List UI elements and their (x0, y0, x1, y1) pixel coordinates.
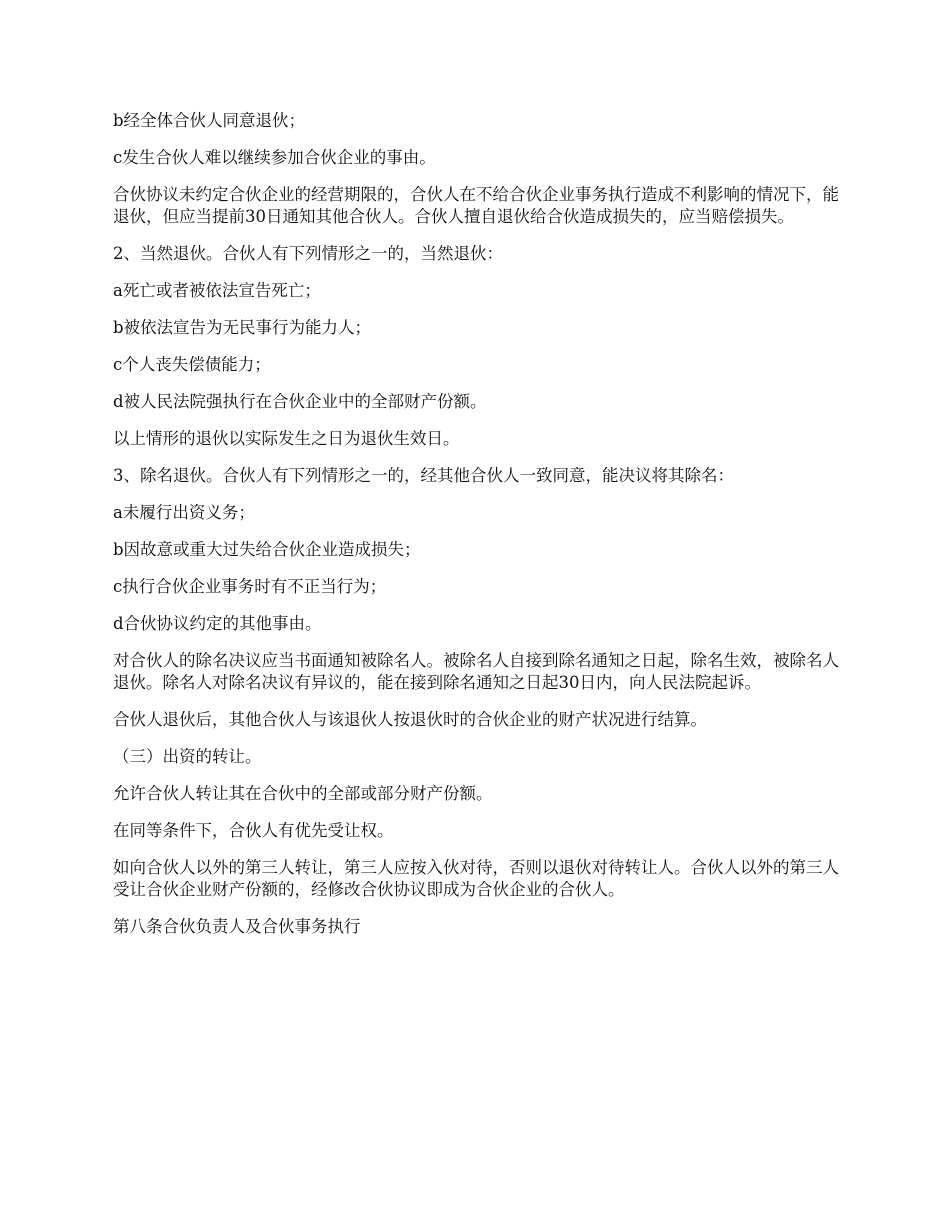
paragraph: c发生合伙人难以继续参加合伙企业的事由。 (113, 148, 436, 167)
paragraph: a死亡或者被依法宣告死亡； (113, 281, 321, 300)
section-heading: 第八条合伙负责人及合伙事务执行 (113, 917, 361, 936)
paragraph: d合伙协议约定的其他事由。 (113, 614, 322, 633)
paragraph: d被人民法院强执行在合伙企业中的全部财产份额。 (113, 392, 487, 411)
paragraph: b经全体合伙人同意退伙； (113, 111, 306, 130)
paragraph: b被依法宣告为无民事行为能力人； (113, 318, 372, 337)
paragraph: 如向合伙人以外的第三人转让，第三人应按入伙对待，否则以退伙对待转让人。合伙人以外的第三人受让合伙企业财产份额的，经修改合伙协议即成为合伙企业的合伙人。 (113, 858, 839, 899)
paragraph: 3、除名退伙。合伙人有下列情形之一的，经其他合伙人一致同意，能决议将其除名： (113, 466, 734, 485)
paragraph: b因故意或重大过失给合伙企业造成损失； (113, 540, 421, 559)
paragraph: c执行合伙企业事务时有不正当行为； (113, 577, 387, 596)
paragraph: （三）出资的转让。 (113, 747, 262, 766)
paragraph: 合伙协议未约定合伙企业的经营期限的，合伙人在不给合伙企业事务执行造成不利影响的情况下，能退伙，但应当提前30日通知其他合伙人。合伙人擅自退伙给合伙造成损失的，应当赔偿损失。 (113, 185, 839, 226)
paragraph: a未履行出资义务； (113, 503, 255, 522)
paragraph: 合伙人退伙后，其他合伙人与该退伙人按退伙时的合伙企业的财产状况进行结算。 (113, 710, 707, 729)
document-body (113, 110, 843, 953)
paragraph: 2、当然退伙。合伙人有下列情形之一的，当然退伙： (113, 244, 503, 263)
paragraph: 以上情形的退伙以实际发生之日为退伙生效日。 (113, 429, 460, 448)
paragraph: 对合伙人的除名决议应当书面通知被除名人。被除名人自接到除名通知之日起，除名生效，被除名人退伙。除名人对除名决议有异议的，能在接到除名通知之日起30日内，向人民法院起诉。 (113, 651, 839, 692)
paragraph: c个人丧失偿债能力； (113, 355, 271, 374)
paragraph: 在同等条件下，合伙人有优先受让权。 (113, 821, 394, 840)
paragraph: 允许合伙人转让其在合伙中的全部或部分财产份额。 (113, 784, 493, 803)
